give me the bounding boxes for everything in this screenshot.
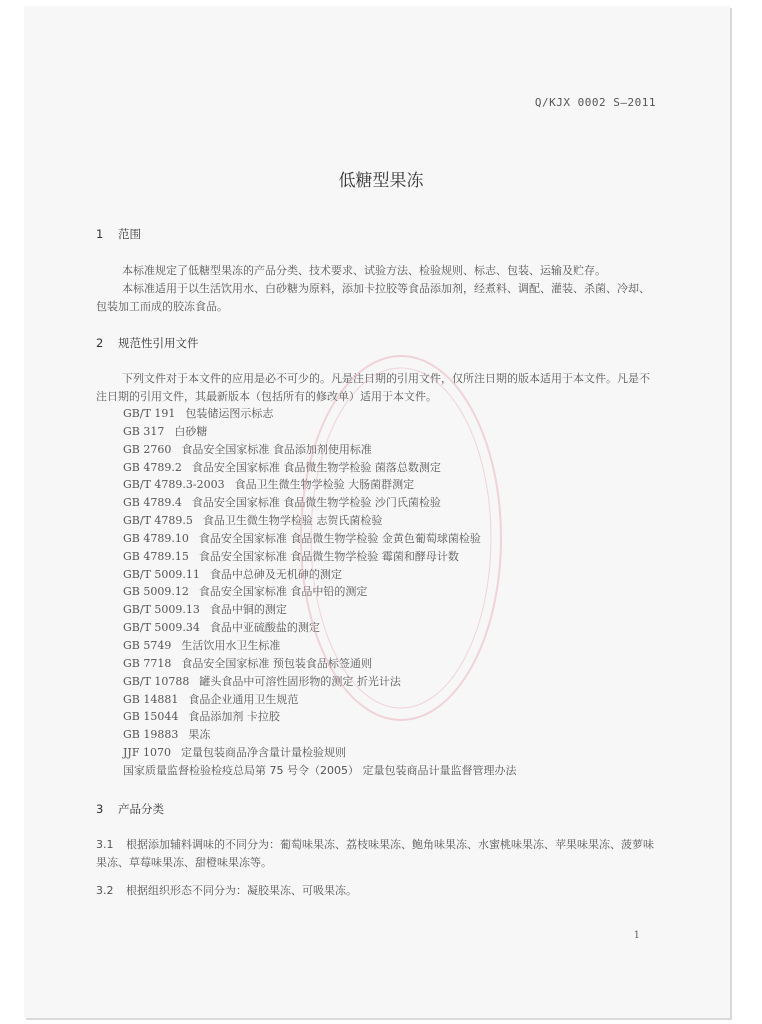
reference-title: 食品安全国家标准 食品微生物学检验 菌落总数测定	[191, 460, 441, 474]
reference-title: 食品企业通用卫生规范	[188, 692, 299, 706]
reference-code: GB/T 4789.5	[123, 514, 193, 528]
reference-title: 食品安全国家标准 食品微生物学检验 金黄色葡萄球菌检验	[198, 531, 481, 545]
reference-title: 食品卫生微生物学检验 志贺氏菌检验	[202, 514, 383, 528]
document-code: Q/KJX 0002 S—2011	[534, 96, 656, 109]
reference-item	[123, 762, 516, 780]
reference-title: 食品中亚硫酸盐的测定	[209, 621, 320, 635]
reference-item	[123, 583, 516, 601]
reference-code: GB 2760	[123, 442, 172, 456]
reference-item	[123, 566, 516, 584]
section-1-paragraph-2: 本标准适用于以生活饮用水、白砂糖为原料，添加卡拉胶等食品添加剂，经煮料、调配、灌装、杀菌、冷却、包装加工而成的胶冻食品。	[96, 282, 650, 313]
reference-item	[123, 459, 516, 477]
reference-code: GB 15044	[123, 710, 179, 724]
reference-title: 食品安全国家标准 食品微生物学检验 霉菌和酵母计数	[198, 549, 459, 563]
section-number: 2	[96, 336, 104, 350]
reference-title: 食品安全国家标准 预包装食品标签通则	[181, 656, 372, 670]
reference-item	[123, 691, 516, 709]
reference-title: 白砂糖	[174, 424, 208, 438]
section-3-heading	[96, 801, 164, 817]
reference-item	[123, 476, 516, 494]
reference-item	[123, 530, 516, 548]
document-title: 低糖型果冻	[338, 171, 424, 191]
reference-code: GB 4789.2	[123, 460, 182, 474]
reference-code: GB 7718	[123, 656, 172, 670]
section-2-intro: 下列文件对于本文件的应用是必不可少的。凡是注日期的引用文件，仅所注日期的版本适用于本文件。凡是不注日期的引用文件，其最新版本（包括所有的修改单）适用于本文件。	[96, 372, 650, 403]
page-number: 1	[633, 930, 640, 941]
reference-title: 食品安全国家标准 食品中铅的测定	[198, 585, 368, 599]
reference-code: GB/T 191	[123, 407, 176, 420]
reference-title: 定量包装商品净含量计量检验规则	[180, 746, 346, 760]
reference-title: 食品添加剂 卡拉胶	[188, 710, 280, 724]
reference-item	[123, 726, 516, 744]
clause-text: 根据添加辅料调味的不同分为：葡萄味果冻、荔枝味果冻、鲍角味果冻、水蜜桃味果冻、苹果味果冻、菠萝味果冻、草莓味果冻、甜橙味果冻等。	[96, 838, 654, 869]
reference-code: GB/T 5009.34	[123, 621, 200, 635]
section-title: 产品分类	[118, 802, 164, 816]
reference-title: 食品中总砷及无机砷的测定	[209, 567, 342, 581]
reference-code: GB/T 4789.3-2003	[123, 478, 225, 492]
reference-title: 果冻	[188, 728, 211, 742]
reference-item	[123, 405, 516, 423]
clause-number: 3.2	[96, 884, 114, 897]
clause-number: 3.1	[96, 838, 114, 851]
reference-item	[123, 655, 516, 673]
reference-title: 国家质量监督检验检疫总局第 75 号令（2005） 定量包装商品计量监督管理办法	[123, 763, 517, 777]
reference-title: 包装储运图示标志	[185, 407, 274, 420]
section-1-heading	[96, 226, 141, 242]
reference-code: GB 4789.10	[123, 531, 189, 545]
reference-title: 食品卫生微生物学检验 大肠菌群测定	[234, 478, 415, 492]
reference-item	[123, 548, 516, 566]
reference-code: JJF 1070	[123, 746, 171, 760]
clause-3-1	[96, 836, 658, 872]
reference-code: GB 19883	[123, 728, 179, 742]
clause-text: 根据组织形态不同分为：凝胶果冻、可吸果冻。	[126, 884, 357, 897]
reference-item	[123, 494, 516, 512]
reference-code: GB/T 5009.11	[123, 567, 200, 581]
reference-code: GB 5009.12	[123, 585, 189, 599]
reference-code: GB 5749	[123, 638, 172, 652]
section-2-heading	[96, 335, 199, 351]
reference-item	[123, 441, 516, 459]
reference-item	[123, 601, 516, 619]
reference-code: GB 4789.4	[123, 496, 182, 510]
reference-item	[123, 619, 516, 637]
reference-item	[123, 637, 516, 655]
reference-item	[123, 708, 516, 726]
section-number: 3	[96, 802, 104, 816]
reference-code: GB/T 5009.13	[123, 603, 200, 617]
reference-item	[123, 423, 516, 441]
reference-item	[123, 512, 516, 530]
reference-title: 罐头食品中可溶性固形物的测定 折光计法	[199, 674, 401, 688]
reference-code: GB/T 10788	[123, 674, 190, 688]
reference-code: GB 317	[123, 424, 165, 438]
reference-code: GB 4789.15	[123, 549, 189, 563]
section-title: 范围	[118, 227, 141, 241]
reference-code: GB 14881	[123, 692, 179, 706]
reference-title: 食品安全国家标准 食品微生物学检验 沙门氏菌检验	[191, 496, 441, 510]
clause-3-2	[96, 882, 658, 900]
section-title: 规范性引用文件	[118, 336, 199, 350]
reference-title: 食品中铜的测定	[209, 603, 287, 617]
reference-title: 食品安全国家标准 食品添加剂使用标准	[181, 442, 372, 456]
normative-references-list	[123, 405, 516, 780]
reference-title: 生活饮用水卫生标准	[181, 638, 281, 652]
reference-item	[123, 744, 516, 762]
reference-item	[123, 673, 516, 691]
section-number: 1	[96, 227, 104, 241]
section-1-paragraph-1: 本标准规定了低糖型果冻的产品分类、技术要求、试验方法、检验规则、标志、包装、运输及贮存。	[122, 264, 606, 277]
